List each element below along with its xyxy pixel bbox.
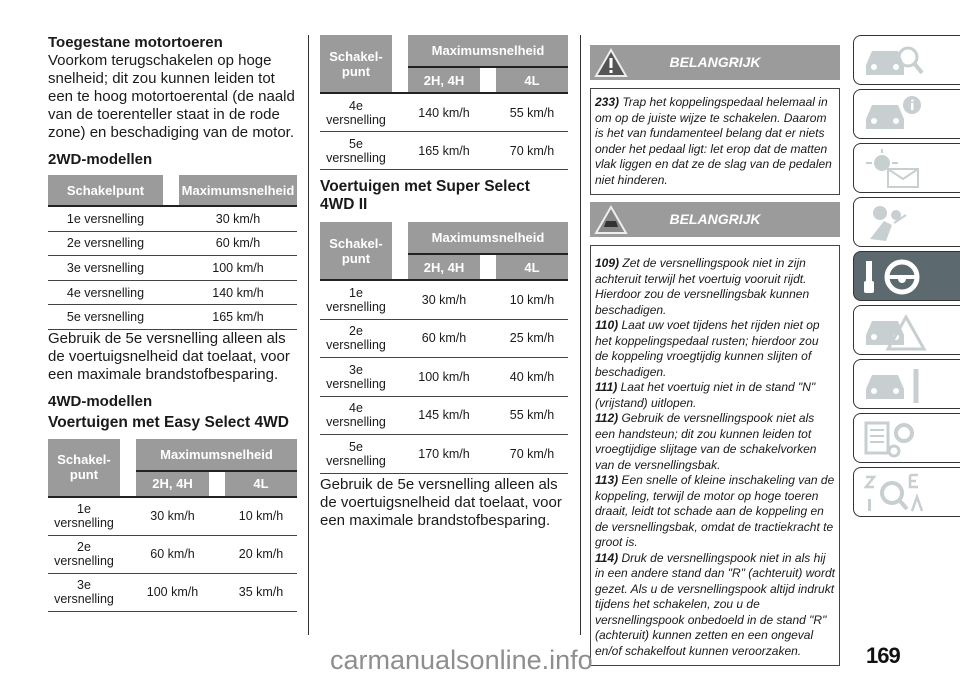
warning-text: Laat het voertuig niet in de stand "N" (vrijstand) uitlopen. [595, 380, 816, 410]
cell-gap [480, 94, 496, 132]
gear-label: 2e versnelling [326, 324, 386, 353]
table-row [48, 232, 297, 257]
cell-gap [392, 320, 408, 359]
cell-gap [480, 358, 496, 397]
intro-text: Voorkom terugschakelen op hoge snelheid; dit zou kunnen leiden tot een te hoog motortoerental (de naald van de toerenteller staat in de rode zone) en beschadiging van de motor. [48, 52, 295, 141]
cell-speed-2h4h: 30 km/h [408, 281, 480, 320]
cell-gear [320, 358, 392, 397]
cell-speed-2h4h: 60 km/h [408, 320, 480, 359]
warning-text: Zet de versnellingspook niet in zijn achteruit terwijl het voertuig vooruit rijdt. Hierdoor zou de versnellingsbak kunnen beschadigen. [595, 256, 810, 317]
header-gap [392, 35, 408, 94]
cell-gap [209, 536, 225, 574]
cell-speed: 60 km/h [179, 232, 297, 257]
cell-gear: 5e versnelling [48, 305, 163, 330]
warning-item [595, 411, 835, 473]
cell-speed: 140 km/h [179, 281, 297, 306]
cell-gap [163, 256, 179, 281]
cell-gear [320, 397, 392, 436]
warning-item [595, 318, 835, 380]
gear-label: 2e versnelling [54, 540, 114, 569]
table-row [320, 320, 568, 359]
cell-gap [480, 320, 496, 359]
warning-text: Trap het koppelingspedaal helemaal in om op de juiste wijze te schakelen. Daarom is het van fundamenteel belang dat er niets onder het pedaal ligt: let erop dat de matten vlak liggen en dat ze de slag van de pedalen niet hinderen. [595, 95, 832, 187]
gear-label: 4e versnelling [326, 98, 386, 127]
th-max-speed: Maximumsnelheid [179, 175, 297, 207]
note-5th-gear-2: Gebruik de 5e versnelling alleen als de voertuigsnelheid dat toelaat, voor een maximale brandstofbesparing. [320, 475, 562, 529]
index-icon [864, 473, 928, 513]
cell-gap [392, 397, 408, 436]
warning-text: Een snelle of kleine inschakeling van de koppeling, terwijl de motor op hoge toeren draait, leidt tot schade aan de koppeling en de versnellingsbak, omdat de tractiekracht te groot is. [595, 473, 835, 549]
car-warning-triangle-icon [594, 205, 628, 235]
cell-speed-4l: 55 km/h [496, 94, 568, 132]
header-gap [209, 472, 225, 498]
warning-text: Druk de versnellingspook niet in als hij in een andere stand dan "R" (achteruit) wordt gezet. Als u de versnellingspook altijd indrukt tijdens het schakelen, zou u de versnellingspook onbedoeld in de stand "R" (achteruit) kunnen zetten en een ongeval en/of schakelfout kunnen veroorzaken. [595, 550, 835, 658]
gear-label: 5e versnelling [326, 439, 386, 468]
table-row [48, 305, 297, 330]
warning-header-2 [590, 202, 840, 237]
header-gap [480, 255, 496, 281]
warning-number: 114) [595, 550, 619, 565]
table-super-select [320, 222, 568, 474]
cell-gap [480, 397, 496, 436]
warning-number: 112) [595, 411, 619, 425]
cell-gap [480, 132, 496, 170]
table-row [320, 358, 568, 397]
cell-speed-4l: 40 km/h [496, 358, 568, 397]
cell-speed-2h4h: 170 km/h [408, 435, 480, 474]
cell-gear [48, 498, 120, 536]
cell-gap [392, 435, 408, 474]
right-column [590, 45, 840, 673]
cell-speed-2h4h: 100 km/h [136, 574, 209, 612]
gear-label: 1e versnelling [54, 502, 114, 531]
cell-speed-2h4h: 140 km/h [408, 94, 480, 132]
table-easy-select-continued [320, 35, 568, 170]
cell-speed-4l: 55 km/h [496, 397, 568, 436]
car-search-icon [864, 41, 928, 81]
warning-text: Gebruik de versnellingspook niet als een handsteun; dit zou kunnen leiden tot vroegtijdige slijtage van de schakelvorken van de versnellingsbak. [595, 411, 817, 472]
chapter-tab[interactable] [853, 89, 960, 139]
car-breakdown-triangle-icon [864, 311, 928, 351]
cell-speed-2h4h: 100 km/h [408, 358, 480, 397]
page-number: 169 [866, 643, 900, 668]
cell-speed-4l: 25 km/h [496, 320, 568, 359]
cell-gap [480, 281, 496, 320]
gear-label: 4e versnelling [326, 401, 386, 430]
cell-gear [320, 281, 392, 320]
warning-item [595, 256, 835, 318]
table-row [320, 435, 568, 474]
cell-gap [120, 574, 136, 612]
warning-title: BELANGRIJK [669, 54, 761, 70]
th-gear: Schakel-punt [48, 439, 120, 498]
airbag-seat-icon [864, 203, 928, 243]
cell-gear [320, 435, 392, 474]
heading-easy-select: Voertuigen met Easy Select 4WD [48, 413, 289, 431]
cell-gear [48, 536, 120, 574]
table-row [320, 281, 568, 320]
th-4l: 4L [496, 255, 568, 281]
table-row [48, 281, 297, 306]
warning-body-2 [590, 245, 840, 666]
cell-gap [392, 132, 408, 170]
warning-number: 109) [595, 256, 620, 270]
table-row [320, 132, 568, 170]
cell-gap [392, 94, 408, 132]
table-row [320, 397, 568, 436]
note-5th-gear: Gebruik de 5e versnelling alleen als de voertuigsnelheid dat toelaat, voor een maximale brandstofbesparing. [48, 329, 290, 383]
th-4l: 4L [225, 472, 297, 498]
warning-item [595, 380, 835, 411]
cell-speed-4l: 20 km/h [225, 536, 297, 574]
cell-gap [163, 281, 179, 306]
cell-gear [48, 574, 120, 612]
table-row [48, 207, 297, 232]
cell-speed: 100 km/h [179, 256, 297, 281]
th-4l: 4L [496, 68, 568, 94]
cell-speed-4l: 70 km/h [496, 435, 568, 474]
table-row [48, 256, 297, 281]
cell-gap [480, 435, 496, 474]
cell-speed-4l: 10 km/h [496, 281, 568, 320]
cell-speed-2h4h: 30 km/h [136, 498, 209, 536]
gear-label: 3e versnelling [54, 578, 114, 607]
th-2h-4h: 2H, 4H [136, 472, 209, 498]
heading-2wd: 2WD-modellen [48, 151, 153, 168]
cell-gap [392, 281, 408, 320]
cell-gap [120, 536, 136, 574]
warning-light-message-icon [864, 149, 928, 189]
cell-gap [163, 232, 179, 257]
th-max-speed: Maximumsnelheid [408, 35, 568, 68]
car-info-icon [864, 95, 928, 135]
cell-gap [209, 574, 225, 612]
cell-gap [120, 498, 136, 536]
chapter-tab[interactable] [853, 359, 960, 409]
chapter-tab[interactable] [853, 35, 960, 85]
cell-speed: 30 km/h [179, 207, 297, 232]
chapter-tab[interactable] [853, 197, 960, 247]
th-2h-4h: 2H, 4H [408, 255, 480, 281]
gear-label: 1e versnelling [326, 285, 386, 314]
cell-gear [320, 320, 392, 359]
warning-header-1 [590, 45, 840, 80]
chapter-tab[interactable] [853, 467, 960, 517]
cell-speed-4l: 10 km/h [225, 498, 297, 536]
cell-gear [320, 94, 392, 132]
cell-speed-4l: 70 km/h [496, 132, 568, 170]
cell-gap [163, 207, 179, 232]
warning-item [595, 95, 835, 188]
warning-number: 233) [595, 95, 620, 109]
th-max-speed: Maximumsnelheid [136, 439, 297, 472]
cell-speed-2h4h: 60 km/h [136, 536, 209, 574]
table-row [320, 94, 568, 132]
table-easy-select [48, 439, 297, 612]
warning-item [595, 551, 835, 660]
th-max-speed: Maximumsnelheid [408, 222, 568, 255]
warning-item [595, 473, 835, 551]
column-divider [580, 35, 581, 635]
gear-label: 5e versnelling [326, 136, 386, 165]
cell-gap [209, 498, 225, 536]
th-2h-4h: 2H, 4H [408, 68, 480, 94]
warning-body-1 [590, 88, 840, 195]
cell-gear [320, 132, 392, 170]
header-gap [163, 175, 179, 207]
middle-column [320, 35, 568, 530]
chapter-tab[interactable] [853, 413, 960, 463]
header-gap [392, 222, 408, 281]
column-divider [308, 35, 309, 635]
th-gear: Schakel-punt [320, 222, 392, 281]
chapter-tab[interactable] [853, 305, 960, 355]
warning-number: 110) [595, 318, 619, 332]
car-maintenance-icon [864, 365, 928, 405]
table-row [48, 498, 297, 536]
warning-triangle-icon [594, 48, 628, 78]
chapter-tab[interactable] [853, 143, 960, 193]
warning-title: BELANGRIJK [669, 211, 761, 227]
table-row [48, 536, 297, 574]
cell-gap [163, 305, 179, 330]
cell-gap [392, 358, 408, 397]
header-gap [480, 68, 496, 94]
th-gear: Schakelpunt [48, 175, 163, 207]
cell-gear: 1e versnelling [48, 207, 163, 232]
warning-number: 113) [595, 473, 619, 487]
left-column [48, 34, 297, 612]
heading-super-select: Voertuigen met Super Select 4WD II [320, 178, 530, 213]
gear-label: 3e versnelling [326, 362, 386, 391]
specifications-icon [864, 419, 928, 459]
cell-speed: 165 km/h [179, 305, 297, 330]
cell-gear: 3e versnelling [48, 256, 163, 281]
warning-text: Laat uw voet tijdens het rijden niet op het koppelingspedaal rusten; hierdoor zou de koppeling vroegtijdig kunnen slijten of beschadigen. [595, 318, 820, 379]
key-steering-wheel-icon [864, 257, 928, 297]
th-gear: Schakel-punt [320, 35, 392, 94]
watermark: carmanualsonline.info [330, 645, 593, 675]
cell-speed-2h4h: 165 km/h [408, 132, 480, 170]
heading-permitted-rpm: Toegestane motortoeren [48, 34, 223, 51]
cell-speed-2h4h: 145 km/h [408, 397, 480, 436]
cell-speed-4l: 35 km/h [225, 574, 297, 612]
heading-4wd: 4WD-modellen [48, 392, 153, 410]
table-row [48, 574, 297, 612]
cell-gear: 4e versnelling [48, 281, 163, 306]
chapter-tab[interactable] [853, 251, 960, 301]
cell-gear: 2e versnelling [48, 232, 163, 257]
warning-number: 111) [595, 380, 618, 394]
header-gap [120, 439, 136, 498]
table-2wd [48, 175, 297, 330]
